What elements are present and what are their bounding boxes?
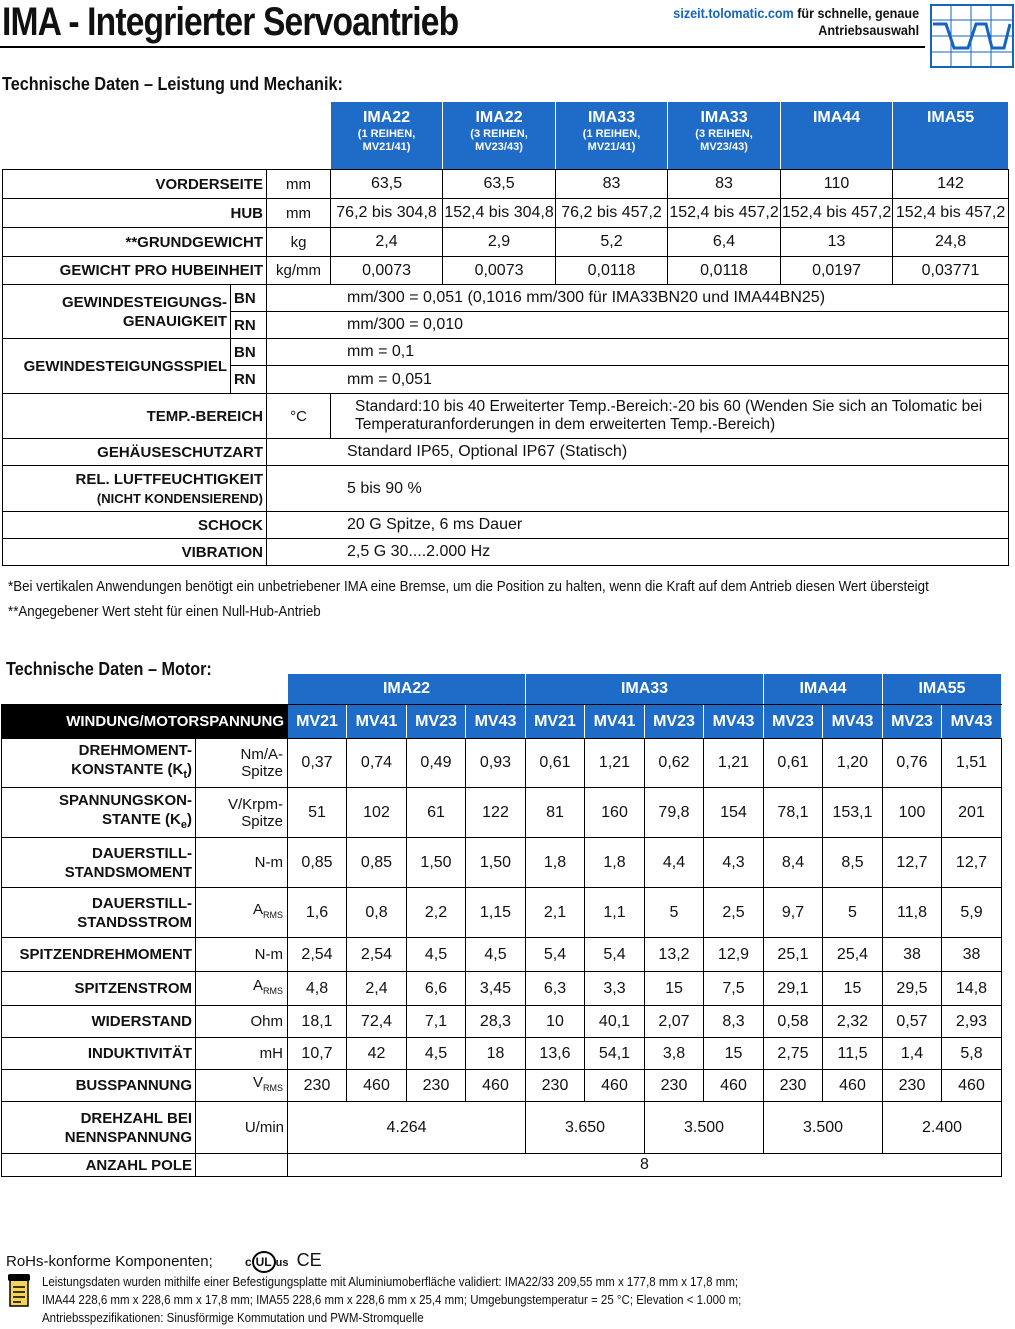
note-line: IMA44 228,6 mm x 228,6 mm x 17,8 mm; IMA55 228,6 mm x 228,6 mm x 25,4 mm; Umgebungstemperatur = 25 °C; Elevation < 1.000 m; <box>42 1293 742 1307</box>
section-title-motor: Technische Daten – Motor: <box>6 659 212 679</box>
cell: 61 <box>407 788 466 838</box>
cell: 0,85 <box>347 838 407 888</box>
rohs-line <box>6 1250 322 1273</box>
cell: 1,4 <box>883 1038 942 1070</box>
motor-body <box>2 739 1002 1102</box>
row-unit: Ohm <box>196 1006 288 1038</box>
cell: 20 G Spitze, 6 ms Dauer <box>267 512 1009 539</box>
cell: 8 <box>288 1154 1002 1177</box>
cell: 153,1 <box>823 788 883 838</box>
cell: 51 <box>288 788 347 838</box>
cell: 0,0118 <box>556 257 668 285</box>
table-row <box>3 339 1009 366</box>
table-row <box>2 838 1002 888</box>
cell: mm = 0,1 <box>267 339 1009 366</box>
cell: 1,20 <box>823 739 883 788</box>
cell: 4,4 <box>645 838 704 888</box>
row-sublabel: BN <box>231 339 267 366</box>
row-unit: Nm/A-Spitze <box>196 739 288 788</box>
cell: 0,37 <box>288 739 347 788</box>
cell: 160 <box>585 788 645 838</box>
cell: 2,5 <box>704 888 764 938</box>
motor-group-row <box>2 674 1002 705</box>
row-label: INDUKTIVITÄT <box>2 1038 196 1070</box>
row-label: ANZAHL POLE <box>2 1154 196 1177</box>
winding-header: MV43 <box>704 705 764 739</box>
row-label: HUB <box>3 199 267 228</box>
cell: 5 <box>823 888 883 938</box>
site-url[interactable]: sizeit.tolomatic.com <box>673 5 794 21</box>
table-row <box>3 466 1009 512</box>
cell: 11,8 <box>883 888 942 938</box>
cell: 154 <box>704 788 764 838</box>
motor-group-header: IMA44 <box>764 674 883 705</box>
cell: 0,03771 <box>893 257 1009 285</box>
row-label: SPITZENDREHMOMENT <box>2 938 196 972</box>
cell: 0,0073 <box>443 257 556 285</box>
row-label: GEWICHT PRO HUBEINHEIT <box>3 257 267 285</box>
cell: 5,4 <box>585 938 645 972</box>
cell: 460 <box>347 1070 407 1102</box>
cell: 230 <box>645 1070 704 1102</box>
cell: 12,9 <box>704 938 764 972</box>
mech-col-header: IMA22 (1 REIHEN, MV21/41) <box>331 102 443 170</box>
cell: 18,1 <box>288 1006 347 1038</box>
cell: 8,4 <box>764 838 823 888</box>
winding-header: MV43 <box>466 705 526 739</box>
row-sublabel: RN <box>231 312 267 339</box>
winding-row <box>2 705 1002 739</box>
cell: 24,8 <box>893 228 1009 257</box>
cell: 102 <box>347 788 407 838</box>
mech-col-header: IMA33 (3 REIHEN, MV23/43) <box>668 102 781 170</box>
cell: 15 <box>823 972 883 1006</box>
cell: 152,4 bis 304,8 <box>443 199 556 228</box>
row-unit: °C <box>267 394 331 439</box>
cell: 25,4 <box>823 938 883 972</box>
motor-group-header: IMA55 <box>883 674 1002 705</box>
winding-header: MV21 <box>288 705 347 739</box>
cell: 76,2 bis 304,8 <box>331 199 443 228</box>
cell: 122 <box>466 788 526 838</box>
cell: 2,4 <box>331 228 443 257</box>
cell: 2.400 <box>883 1102 1002 1154</box>
cell: 0,61 <box>526 739 585 788</box>
cell: 0,57 <box>883 1006 942 1038</box>
cell: 63,5 <box>443 170 556 199</box>
cell: 2,2 <box>407 888 466 938</box>
mech-col-header: IMA55 <box>893 102 1009 170</box>
cell: 10,7 <box>288 1038 347 1070</box>
cell: 14,8 <box>942 972 1002 1006</box>
cell: 83 <box>556 170 668 199</box>
cell: 3,45 <box>466 972 526 1006</box>
table-row <box>3 539 1009 566</box>
cell: 7,5 <box>704 972 764 1006</box>
table-row <box>2 938 1002 972</box>
row-unit: U/min <box>196 1102 288 1154</box>
site-link-text <box>673 5 919 39</box>
table-row <box>3 439 1009 466</box>
cell: 2,32 <box>823 1006 883 1038</box>
cell: 54,1 <box>585 1038 645 1070</box>
table-row <box>2 739 1002 788</box>
cell: 1,50 <box>407 838 466 888</box>
ul-mark-icon: c UL us <box>245 1251 289 1273</box>
footnote-1: *Bei vertikalen Anwendungen benötigt ein unbetriebener IMA eine Bremse, um die Position zu halten, wenn die Kraft auf dem Antrieb diesen Wert übersteigt <box>8 579 929 595</box>
cell: 76,2 bis 457,2 <box>556 199 668 228</box>
cell: Standard IP65, Optional IP67 (Statisch) <box>267 439 1009 466</box>
test-notes <box>42 1273 741 1327</box>
cell: 5,8 <box>942 1038 1002 1070</box>
row-unit: $V_{RMS}$ <box>196 1070 288 1102</box>
cell: 9,7 <box>764 888 823 938</box>
cell: 230 <box>407 1070 466 1102</box>
mech-col-header: IMA44 <box>781 102 893 170</box>
mech-col-header: IMA22 (3 REIHEN, MV23/43) <box>443 102 556 170</box>
row-label: GEWINDESTEIGUNGSSPIEL <box>3 339 231 394</box>
row-label: GEWINDESTEIGUNGS- GENAUIGKEIT <box>3 285 231 339</box>
table-row <box>2 1070 1002 1102</box>
motor-group-header: IMA22 <box>288 674 526 705</box>
mech-col-header: IMA33 (1 REIHEN, MV21/41) <box>556 102 668 170</box>
cell: 1,21 <box>704 739 764 788</box>
motor-table <box>1 673 1002 1177</box>
table-row <box>3 170 1009 199</box>
table-row <box>2 888 1002 938</box>
cell: 3,8 <box>645 1038 704 1070</box>
sizeit-logo-icon <box>930 4 1014 68</box>
cell: 1,6 <box>288 888 347 938</box>
mechanics-table <box>2 101 1009 566</box>
cell: 5,4 <box>526 938 585 972</box>
cell: 100 <box>883 788 942 838</box>
cell: 42 <box>347 1038 407 1070</box>
cell: 2,75 <box>764 1038 823 1070</box>
cell: 83 <box>668 170 781 199</box>
cell: 1,15 <box>466 888 526 938</box>
winding-header: MV23 <box>883 705 942 739</box>
cell: 460 <box>585 1070 645 1102</box>
row-unit: mm <box>267 170 331 199</box>
note-line: Leistungsdaten wurden mithilfe einer Befestigungsplatte mit Aluminiumoberfläche validiert: IMA22/33 209,55 mm x 177,8 mm x 17,8 mm; <box>42 1275 739 1289</box>
cell: 38 <box>883 938 942 972</box>
cell: 4.264 <box>288 1102 526 1154</box>
cell: 13 <box>781 228 893 257</box>
title-rule <box>0 46 925 48</box>
cell: 38 <box>942 938 1002 972</box>
cell: 0,61 <box>764 739 823 788</box>
row-label: DAUERSTILL- STANDSMOMENT <box>2 838 196 888</box>
winding-header: MV41 <box>347 705 407 739</box>
cell: 29,1 <box>764 972 823 1006</box>
cell: 13,2 <box>645 938 704 972</box>
cell: 6,6 <box>407 972 466 1006</box>
table-row <box>3 199 1009 228</box>
cell: 78,1 <box>764 788 823 838</box>
table-row <box>3 394 1009 439</box>
cell: 4,5 <box>466 938 526 972</box>
table-row <box>3 285 1009 312</box>
note-icon <box>8 1274 30 1308</box>
footnote-2: **Angegebener Wert steht für einen Null-Hub-Antrieb <box>8 604 321 620</box>
cell: 4,5 <box>407 938 466 972</box>
mechanics-header-row <box>3 102 1009 170</box>
cell: 152,4 bis 457,2 <box>893 199 1009 228</box>
cell: 110 <box>781 170 893 199</box>
row-label: VIBRATION <box>3 539 267 566</box>
cell: 3.500 <box>764 1102 883 1154</box>
cell: 10 <box>526 1006 585 1038</box>
cell: 230 <box>764 1070 823 1102</box>
cell: 0,85 <box>288 838 347 888</box>
rohs-text: RoHs-konforme Komponenten; <box>6 1253 213 1270</box>
table-row <box>2 1102 1002 1154</box>
table-row <box>2 788 1002 838</box>
cell: 5,9 <box>942 888 1002 938</box>
row-label: DAUERSTILL- STANDSSTROM <box>2 888 196 938</box>
row-unit: kg/mm <box>267 257 331 285</box>
cell: 0,76 <box>883 739 942 788</box>
table-row <box>2 1006 1002 1038</box>
winding-header: MV23 <box>407 705 466 739</box>
cell: 13,6 <box>526 1038 585 1070</box>
cell: 0,0118 <box>668 257 781 285</box>
cell: 0,62 <box>645 739 704 788</box>
cell: 29,5 <box>883 972 942 1006</box>
cell: 6,3 <box>526 972 585 1006</box>
row-unit: $A_{RMS}$ <box>196 972 288 1006</box>
cell: 3.500 <box>645 1102 764 1154</box>
row-label: WIDERSTAND <box>2 1006 196 1038</box>
cell: 12,7 <box>883 838 942 888</box>
cell: 2,1 <box>526 888 585 938</box>
cell: 2,9 <box>443 228 556 257</box>
cell: 1,8 <box>526 838 585 888</box>
cell: 0,0197 <box>781 257 893 285</box>
row-unit: mm <box>267 199 331 228</box>
row-label: REL. LUFTFEUCHTIGKEIT (NICHT KONDENSIEREND) <box>3 466 267 512</box>
cell: 40,1 <box>585 1006 645 1038</box>
cell: 72,4 <box>347 1006 407 1038</box>
cell: 201 <box>942 788 1002 838</box>
cell: 28,3 <box>466 1006 526 1038</box>
table-row <box>3 228 1009 257</box>
cell: 2,5 G 30....2.000 Hz <box>267 539 1009 566</box>
winding-label: WINDUNG/MOTORSPANNUNG <box>2 705 288 739</box>
cell: 5 <box>645 888 704 938</box>
cell: 63,5 <box>331 170 443 199</box>
ce-mark-icon: CE <box>296 1250 322 1270</box>
row-label: DREHMOMENT- KONSTANTE $(K_t)$ <box>2 739 196 788</box>
section-title-mechanics: Technische Daten – Leistung und Mechanik: <box>2 74 343 94</box>
cell: 152,4 bis 457,2 <box>781 199 893 228</box>
table-row <box>2 1154 1002 1177</box>
cell: 0,58 <box>764 1006 823 1038</box>
cell: 1,21 <box>585 739 645 788</box>
cell: 0,0073 <box>331 257 443 285</box>
row-label: **GRUNDGEWICHT <box>3 228 267 257</box>
winding-header: MV23 <box>645 705 704 739</box>
row-label: SCHOCK <box>3 512 267 539</box>
table-row <box>2 972 1002 1006</box>
row-label: BUSSPANNUNG <box>2 1070 196 1102</box>
row-unit: mH <box>196 1038 288 1070</box>
cell: 8,3 <box>704 1006 764 1038</box>
cell: 230 <box>288 1070 347 1102</box>
row-label: SPANNUNGSKON- STANTE $(K_e)$ <box>2 788 196 838</box>
cell: 2,54 <box>288 938 347 972</box>
cell: 230 <box>883 1070 942 1102</box>
cell: 460 <box>823 1070 883 1102</box>
cell: 3.650 <box>526 1102 645 1154</box>
cell: 2,07 <box>645 1006 704 1038</box>
motor-group-header: IMA33 <box>526 674 764 705</box>
cell: 18 <box>466 1038 526 1070</box>
cell: 15 <box>704 1038 764 1070</box>
cell: 12,7 <box>942 838 1002 888</box>
cell: 460 <box>466 1070 526 1102</box>
cell: 8,5 <box>823 838 883 888</box>
cell: 15 <box>645 972 704 1006</box>
row-label: GEHÄUSESCHUTZART <box>3 439 267 466</box>
table-row <box>2 1038 1002 1070</box>
table-row <box>3 512 1009 539</box>
cell: 4,3 <box>704 838 764 888</box>
cell: 5 bis 90 % <box>267 466 1009 512</box>
cell: 3,3 <box>585 972 645 1006</box>
cell: 4,8 <box>288 972 347 1006</box>
cell: 0,49 <box>407 739 466 788</box>
cell: 81 <box>526 788 585 838</box>
cell: 1,1 <box>585 888 645 938</box>
winding-header: MV43 <box>942 705 1002 739</box>
row-sublabel: RN <box>231 366 267 394</box>
cell: 0,74 <box>347 739 407 788</box>
cell: mm/300 = 0,010 <box>267 312 1009 339</box>
cell: 2,93 <box>942 1006 1002 1038</box>
cell: 25,1 <box>764 938 823 972</box>
page-title: IMA - Integrierter Servoantrieb <box>2 0 459 44</box>
winding-header: MV21 <box>526 705 585 739</box>
winding-header: MV41 <box>585 705 645 739</box>
site-text-2: Antriebsauswahl <box>818 22 919 38</box>
note-line: Antriebsspezifikationen: Sinusförmige Kommutation und PWM-Stromquelle <box>42 1311 424 1325</box>
cell: mm = 0,051 <box>267 366 1009 394</box>
cell: 79,8 <box>645 788 704 838</box>
row-unit: N-m <box>196 838 288 888</box>
row-label: TEMP.-BEREICH <box>3 394 267 439</box>
cell: 460 <box>942 1070 1002 1102</box>
cell: 230 <box>526 1070 585 1102</box>
table-row <box>3 257 1009 285</box>
cell: 4,5 <box>407 1038 466 1070</box>
row-unit: N-m <box>196 938 288 972</box>
row-label: VORDERSEITE <box>3 170 267 199</box>
cell: 11,5 <box>823 1038 883 1070</box>
row-unit: $A_{RMS}$ <box>196 888 288 938</box>
cell: mm/300 = 0,051 (0,1016 mm/300 für IMA33BN20 und IMA44BN25) <box>267 285 1009 312</box>
cell: 1,50 <box>466 838 526 888</box>
cell: 5,2 <box>556 228 668 257</box>
cell: 460 <box>704 1070 764 1102</box>
cell: 0,8 <box>347 888 407 938</box>
cell: 152,4 bis 457,2 <box>668 199 781 228</box>
winding-header: MV43 <box>823 705 883 739</box>
cell: 0,93 <box>466 739 526 788</box>
row-unit: V/Krpm-Spitze <box>196 788 288 838</box>
row-label: DREHZAHL BEI NENNSPANNUNG <box>2 1102 196 1154</box>
cell: 1,51 <box>942 739 1002 788</box>
cell: 6,4 <box>668 228 781 257</box>
site-text: für schnelle, genaue <box>793 5 919 21</box>
row-label: SPITZENSTROM <box>2 972 196 1006</box>
row-unit: kg <box>267 228 331 257</box>
cell: 7,1 <box>407 1006 466 1038</box>
cell: Standard:10 bis 40 Erweiterter Temp.-Bereich:-20 bis 60 (Wenden Sie sich an Tolomatic bei Temperaturanforderungen in dem erweiterten Temp.-Bereich) <box>331 394 1009 439</box>
cell: 1,8 <box>585 838 645 888</box>
cell: 142 <box>893 170 1009 199</box>
cell: 2,54 <box>347 938 407 972</box>
row-sublabel: BN <box>231 285 267 312</box>
cell: 2,4 <box>347 972 407 1006</box>
winding-header: MV23 <box>764 705 823 739</box>
